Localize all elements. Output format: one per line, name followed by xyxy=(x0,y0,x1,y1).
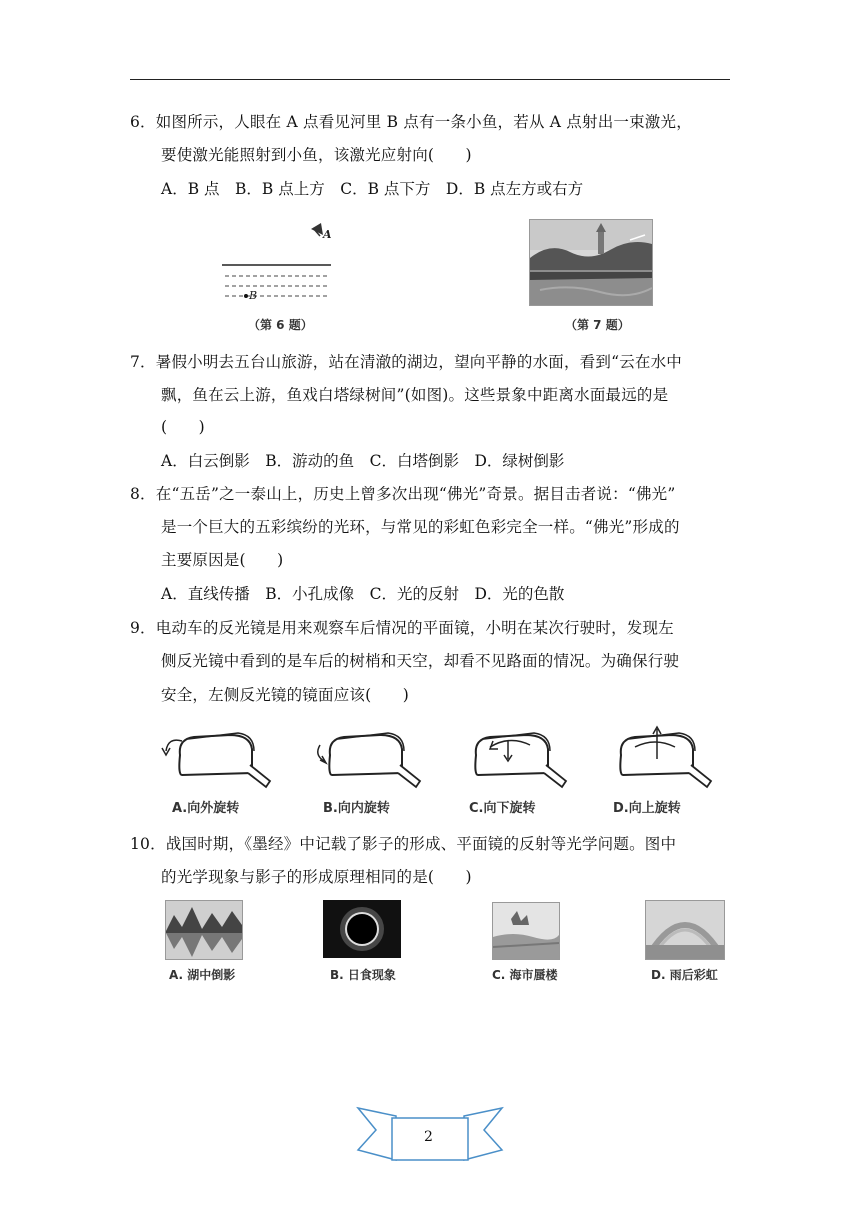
q10-choice-d: D. 雨后彩虹 xyxy=(651,968,718,982)
q6-line1: 6．如图所示，人眼在 A 点看见河里 B 点有一条小鱼，若从 A 点射出一束激光， xyxy=(130,113,692,131)
q10-choice-c: C. 海市蜃楼 xyxy=(492,968,558,982)
q8-line3: 主要原因是( ) xyxy=(161,551,284,569)
lake-reflection-image xyxy=(166,901,242,959)
q10-line2: 的光学现象与影子的形成原理相同的是( ) xyxy=(161,868,472,886)
q10-photo-d xyxy=(645,900,725,960)
mirror-c-figure xyxy=(460,725,578,790)
q9-line1: 9．电动车的反光镜是用来观察车后情况的平面镜，小明在某次行驶时，发现左 xyxy=(130,619,674,637)
eye-icon xyxy=(311,223,323,236)
q7-caption: （第 7 题） xyxy=(565,318,630,332)
q8-line2: 是一个巨大的五彩缤纷的光环，与常见的彩虹色彩完全一样。“佛光”形成的 xyxy=(161,518,680,536)
label-b: B xyxy=(249,289,258,302)
q9-line2: 侧反光镜中看到的是车后的树梢和天空，却看不见路面的情况。为确保行驶 xyxy=(161,652,680,670)
point-b xyxy=(244,294,248,298)
q9-line3: 安全，左侧反光镜的镜面应该( ) xyxy=(161,686,409,704)
pagoda-lake-image xyxy=(530,220,652,305)
page-number: 2 xyxy=(424,1129,433,1145)
q8-line1: 8．在“五岳”之一泰山上，历史上曾多次出现“佛光”奇景。据目击者说：“佛光” xyxy=(130,485,676,503)
q7-line3: ( ) xyxy=(161,418,205,436)
q6-options: A．B 点 B．B 点上方 C．B 点下方 D．B 点左方或右方 xyxy=(161,180,584,198)
header-rule xyxy=(130,79,730,80)
q7-photo xyxy=(529,219,653,306)
q10-photo-b xyxy=(323,900,401,958)
solar-eclipse-image xyxy=(323,900,401,958)
mirror-b-figure xyxy=(310,725,428,790)
q7-line1: 7．暑假小明去五台山旅游，站在清澈的湖边，望向平静的水面，看到“云在水中 xyxy=(130,353,682,371)
q8-options: A．直线传播 B．小孔成像 C．光的反射 D．光的色散 xyxy=(161,585,565,603)
q6-caption: （第 6 题） xyxy=(248,318,313,332)
q6-line2: 要使激光能照射到小鱼，该激光应射向( ) xyxy=(161,146,472,164)
q10-choice-a: A. 湖中倒影 xyxy=(169,968,236,982)
q9-choice-a: A.向外旋转 xyxy=(172,801,240,816)
q10-photo-c xyxy=(492,902,560,960)
mirror-a-figure xyxy=(160,725,278,790)
mirror-d-figure xyxy=(605,725,723,790)
rainbow-image xyxy=(646,901,724,959)
label-a: A xyxy=(323,228,332,241)
q7-line2: 飘，鱼在云上游，鱼戏白塔绿树间”(如图)。这些景象中距离水面最远的是 xyxy=(161,386,669,404)
q9-choice-b: B.向内旋转 xyxy=(323,801,390,816)
mirage-image xyxy=(493,903,559,959)
q7-options: A．白云倒影 B．游动的鱼 C．白塔倒影 D．绿树倒影 xyxy=(161,452,565,470)
q10-choice-b: B. 日食现象 xyxy=(330,968,396,982)
q6-figure xyxy=(215,218,340,313)
q9-choice-d: D.向上旋转 xyxy=(613,801,681,816)
q10-line1: 10．战国时期，《墨经》中记载了影子的形成、平面镜的反射等光学问题。图中 xyxy=(130,835,677,853)
q9-choice-c: C.向下旋转 xyxy=(469,801,536,816)
q10-photo-a xyxy=(165,900,243,960)
